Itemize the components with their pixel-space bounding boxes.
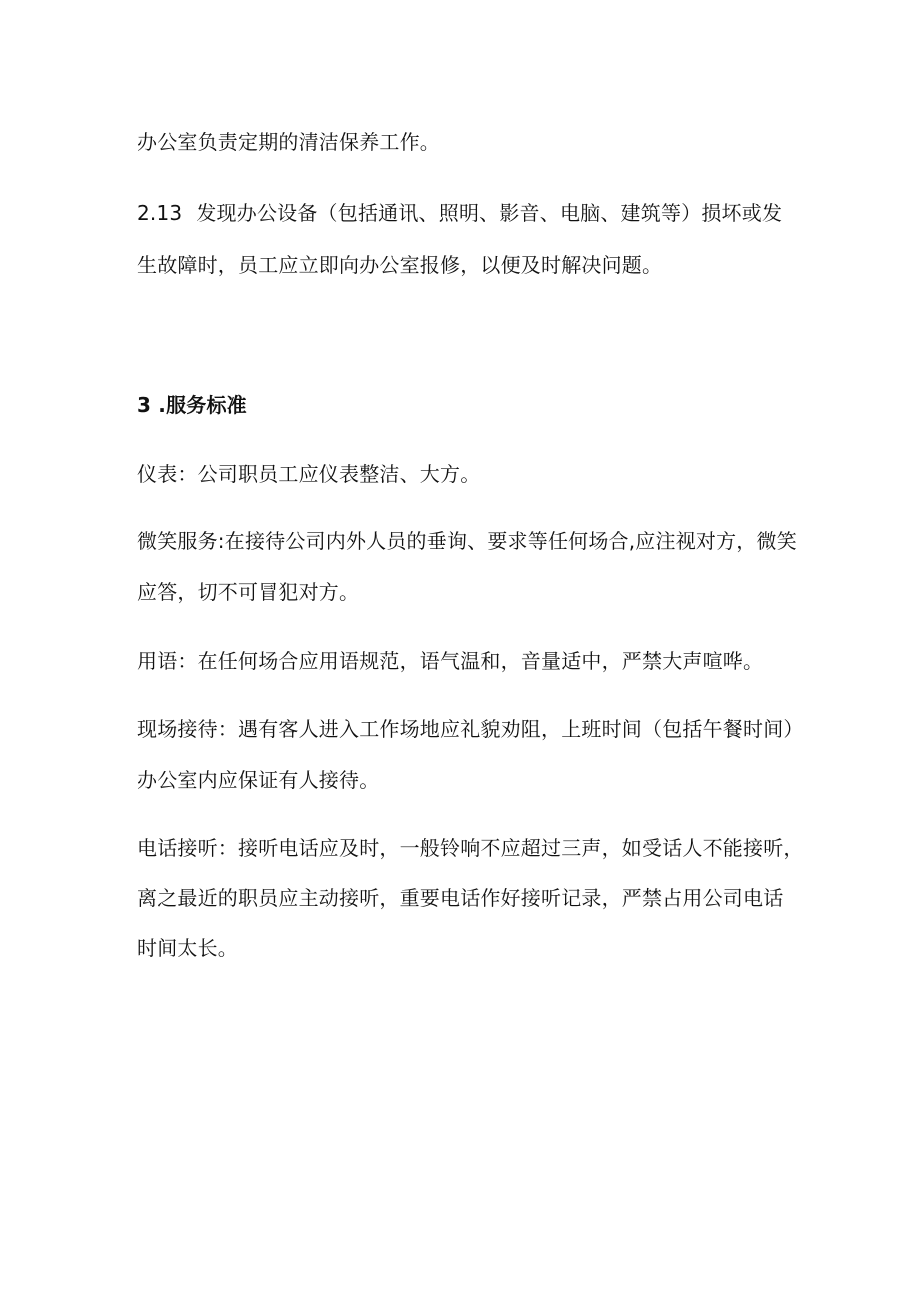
- paragraph-language: 用语：在任何场合应用语规范，语气温和，音量适中，严禁大声喧哗。: [137, 649, 764, 673]
- item-number: 2.13: [137, 201, 183, 225]
- paragraph-reception-line-1: 现场接待：遇有客人进入工作场地应礼貌劝阻，上班时间（包括午餐时间）: [137, 717, 804, 741]
- paragraph-continuation: 办公室负责定期的清洁保养工作。: [137, 130, 440, 154]
- section-heading: 3 .服务标准: [137, 393, 247, 417]
- paragraph-appearance: 仪表：公司职员工应仪表整洁、大方。: [137, 462, 481, 486]
- paragraph-reception-line-2: 办公室内应保证有人接待。: [137, 768, 380, 792]
- paragraph-smile-line-2: 应答，切不可冒犯对方。: [137, 580, 360, 604]
- paragraph-2-13-line-2: 生故障时，员工应立即向办公室报修，以便及时解决问题。: [137, 253, 663, 277]
- paragraph-phone-line-1: 电话接听：接听电话应及时，一般铃响不应超过三声，如受话人不能接听，: [137, 836, 804, 860]
- paragraph-phone-line-2: 离之最近的职员应主动接听，重要电话作好接听记录，严禁占用公司电话: [137, 886, 784, 910]
- paragraph-smile-line-1: 微笑服务:在接待公司内外人员的垂询、要求等任何场合,应注视对方，微笑: [137, 529, 797, 553]
- paragraph-2-13-line-1: [137, 199, 782, 227]
- paragraph-phone-line-3: 时间太长。: [137, 936, 238, 960]
- item-text: 发现办公设备（包括通讯、照明、影音、电脑、建筑等）损坏或发: [196, 201, 783, 225]
